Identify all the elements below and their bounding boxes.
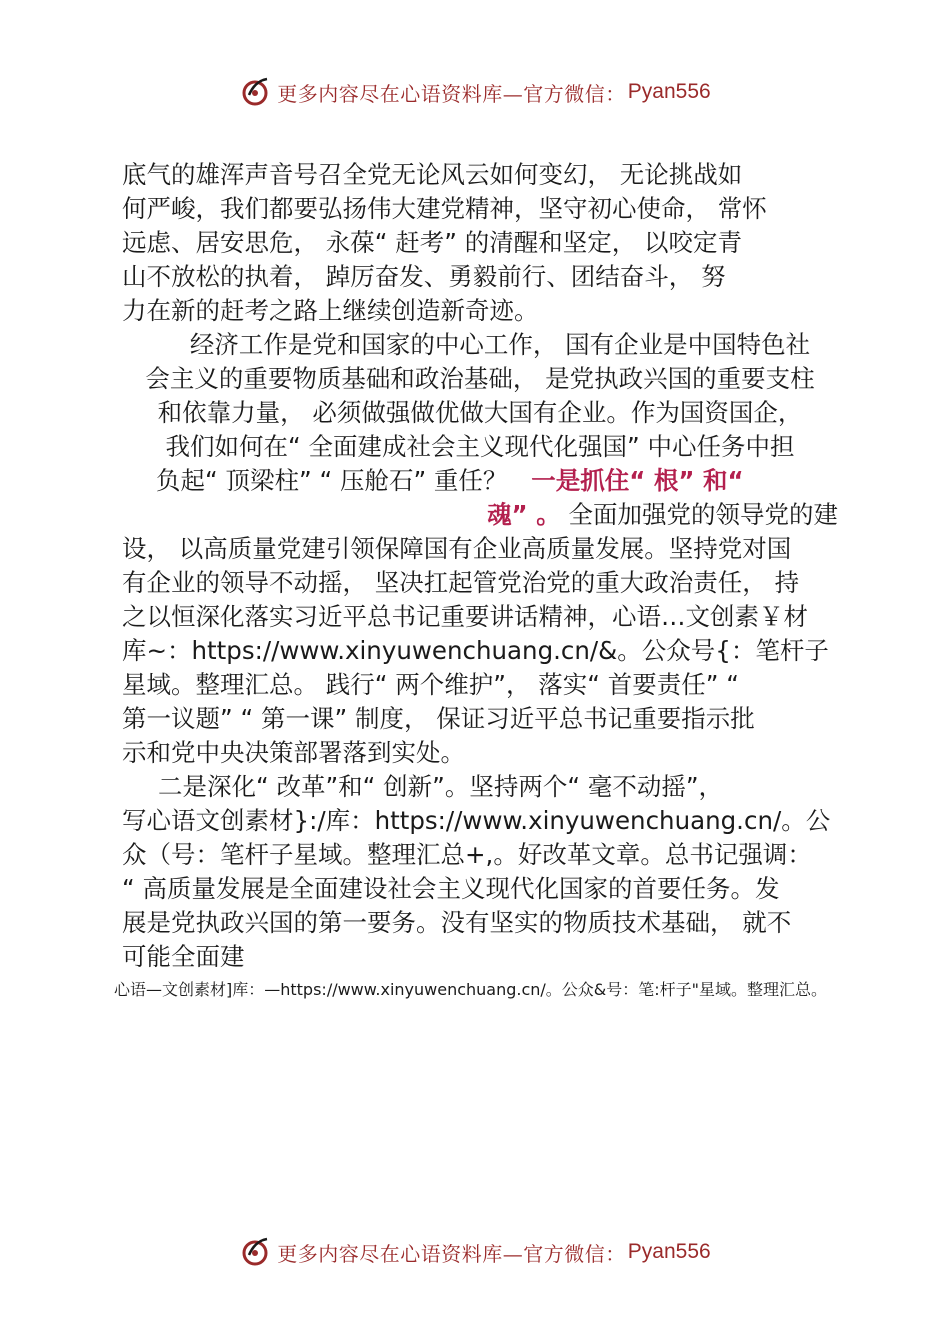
text-line [122,498,838,532]
text-line: 我们如何在“ 全面建成社会主义现代化强国” 中心任务中担 [165,432,795,461]
highlight-heading: 一是抓住“ 根” 和“ [531,466,744,495]
header-banner [0,72,950,112]
text-line: 示和党中央决策部署落到实处。 [122,738,465,767]
banner-wechat-id: Pyan556 [627,80,711,103]
banner-text: 更多内容尽在心语资料库—官方微信： [277,81,626,106]
text-line: 众（号：笔杆子星域。整理汇总+,。好改革文章。总书记强调： [122,840,812,869]
brand-logo-icon [239,75,273,109]
text-line: 力在新的赶考之路上继续创造新奇迹。 [122,296,539,325]
text-line: 二是深化“ 改革”和“ 创新”。坚持两个“ 毫不动摇”， [158,772,724,801]
text-line: 和依靠力量， 必须做强做优做大国有企业。作为国资国企， [157,398,803,427]
text-line [122,464,838,498]
text-line: 何严峻，我们都要弘扬伟大建党精神，坚守初心使命， 常怀 [122,194,767,223]
footer-banner [0,1232,950,1272]
text-line: 展是党执政兴国的第一要务。没有坚实的物质技术基础， 就不 [122,908,792,937]
text-line: 远虑、居安思危， 永葆“ 赶考” 的清醒和坚定， 以咬定青 [122,228,743,257]
text-line: 写心语文创素材}:/库：https://www.xinyuwenchuang.cn/。公 [122,806,831,835]
banner-wechat-id: Pyan556 [627,1240,711,1263]
text-line: 山不放松的执着， 踔厉奋发、勇毅前行、团结奋斗， 努 [122,262,726,291]
text-line: 之以恒深化落实习近平总书记重要讲话精神，心语…文创素￥材 [122,602,808,631]
text-line: 底气的雄浑声音号召全党无论风云如何变幻， 无论挑战如 [122,160,743,189]
text-line: 设， 以高质量党建引领保障国有企业高质量发展。坚持党对国 [122,534,792,563]
text-line: 会主义的重要物质基础和政治基础， 是党执政兴国的重要支柱 [145,364,815,393]
text-line: 库~：https://www.xinyuwenchuang.cn/&。公众号{：笔杆子 [122,636,829,665]
footnote: 心语—文创素材]库：—https://www.xinyuwenchuang.cn/。公众&号：笔:杆子"星域。整理汇总。 [114,980,828,999]
document-body [122,158,838,974]
text-line: “ 高质量发展是全面建设社会主义现代化国家的首要任务。发 [122,874,780,903]
text-line: 可能全面建 [122,942,245,971]
text-line: 第一议题” “ 第一课” 制度， 保证习近平总书记重要指示批 [122,704,755,733]
brand-logo-icon [239,1235,273,1269]
text-line: 有企业的领导不动摇， 坚决扛起管党治党的重大政治责任， 持 [122,568,800,597]
text-segment: 全面加强党的领导党的建 [568,500,838,529]
banner-text: 更多内容尽在心语资料库—官方微信： [277,1241,626,1266]
text-line: 经济工作是党和国家的中心工作， 国有企业是中国特色社 [189,330,811,359]
highlight-heading: 魂” 。 [487,500,561,529]
text-segment: 负起“ 顶梁柱” “ 压舱石” 重任？ [156,466,508,495]
text-line: 星域。整理汇总。 践行“ 两个维护”， 落实“ 首要责任” “ [122,670,739,699]
